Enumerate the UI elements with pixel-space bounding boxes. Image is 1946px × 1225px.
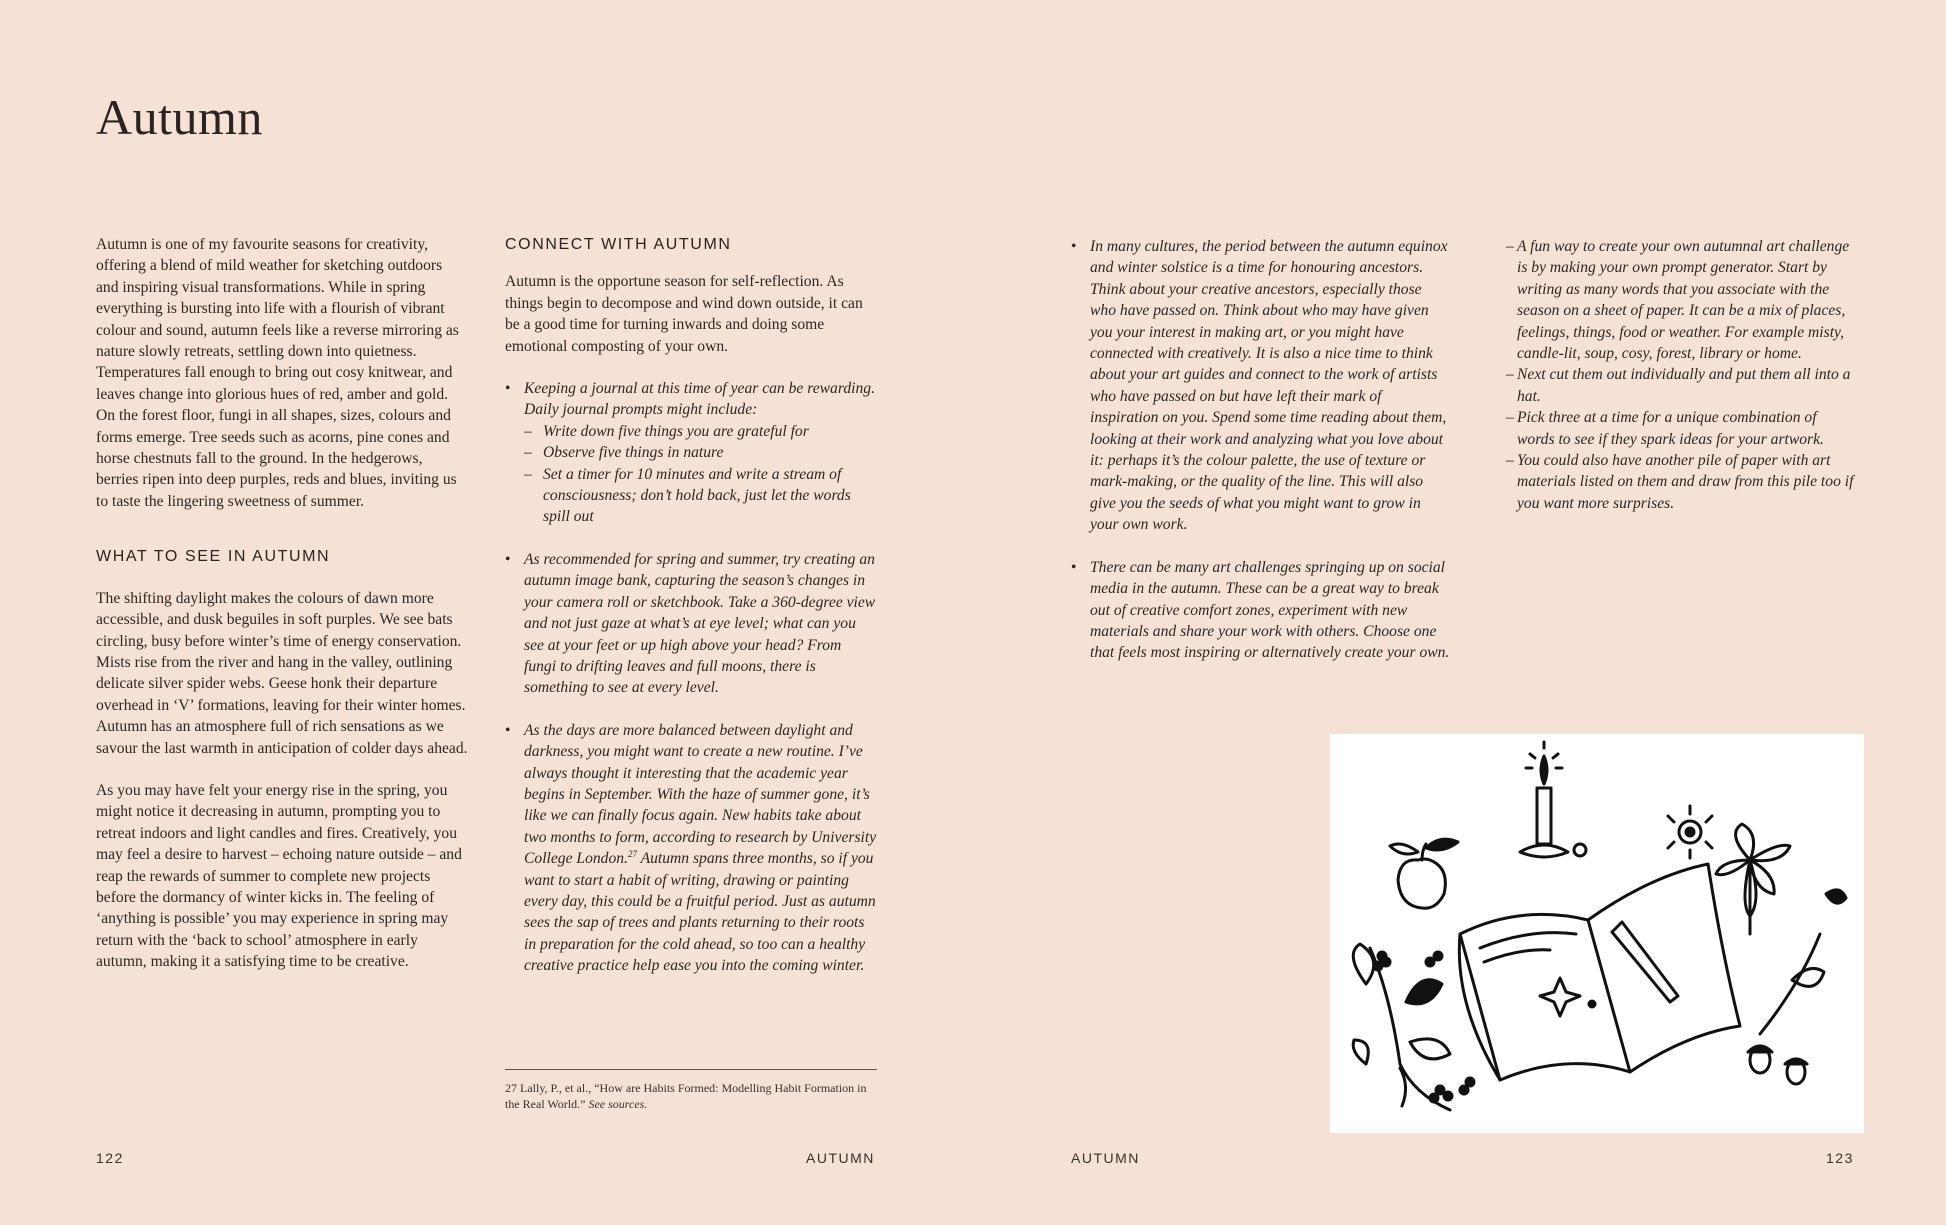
challenge-step: – A fun way to create your own autumnal art challenge is by making your own prompt generator. Start by writing as many words that you associate with the season on a sheet of paper. It can be a mix of places, feelings, things, food or weather. For example misty, candle-lit, soup, cosy, forest, library or home.: [1506, 236, 1856, 364]
connect-bullet-list: [505, 378, 877, 977]
footnote: [505, 1080, 877, 1112]
what-to-see-heading: WHAT TO SEE IN AUTUMN: [96, 548, 331, 566]
left-column-2: [505, 234, 877, 998]
bullet-ancestors: • In many cultures, the period between the autumn equinox and winter solstice is a time for honouring ancestors. Think about your creative ancestors, especially those who have passed on. Think about who may have given you your interest in making art, or you might have connected with creatively. It is also a nice time to think about your art guides and connect to the work of artists who have passed on but have left their mark of inspiration on you. Spend some time reading about them, looking at their work and analyzing what you love about it: perhaps it’s the colour palette, the use of texture or mark-making, or the quality of the line. This will also give you the seeds of what you might want to grow in your own work.: [1071, 236, 1451, 536]
running-head-left: AUTUMN: [806, 1150, 875, 1166]
bullet-routine-text-a: As the days are more balanced between daylight and darkness, you might want to create a new routine. I’ve always thought it interesting that the academic year begins in September. With the haze of summer gone, it’s like we can finally focus again. New habits take about two months to form, according to research by University College London.: [524, 721, 877, 868]
apple-icon: [1390, 839, 1458, 908]
challenge-steps-list: [1506, 236, 1856, 514]
small-leaf-icon: [1826, 890, 1846, 903]
journal-prompt: – Write down five things you are grateful for: [524, 421, 877, 442]
bullet-journal: [505, 378, 877, 528]
bullet-image-bank: • As recommended for spring and summer, try creating an autumn image bank, capturing the season’s changes in your camera roll or sketchbook. Take a 360-degree view and not just gaze at what’s at eye level; what can you see at your feet or up high above your head? From fungi to drifting leaves and full moons, there is something to see at every level.: [505, 549, 877, 699]
ink-drawing-icon: [1330, 734, 1864, 1133]
journal-prompt: – Set a timer for 10 minutes and write a stream of consciousness; don’t hold back, just let the words spill out: [524, 464, 877, 528]
right-column-1: [1071, 236, 1451, 685]
right-column-2: [1506, 236, 1856, 514]
bullet-art-challenges: • There can be many art challenges springing up on social media in the autumn. These can be a great way to break out of creative comfort zones, experiment with new materials and share your work with others. Choose one that feels most inspiring or alternatively create your own.: [1071, 557, 1451, 664]
page-title: Autumn: [96, 89, 263, 145]
acorn-branch-icon: [1748, 934, 1824, 1084]
sun-icon: [1668, 806, 1712, 858]
what-to-see-paragraph-1: The shifting daylight makes the colours of dawn more accessible, and dusk beguiles in soft purples. We see bats circling, busy before winter’s time of energy conservation. Mists rise from the river and hang in the valley, outlining delicate silver spider webs. Geese honk their departure overhead in ‘V’ formations, leaving for their winter homes. Autumn has an atmosphere full of rich sensations as we savour the last warmth in anticipation of colder days ahead.: [96, 589, 468, 757]
berry-branch-icon: [1353, 944, 1474, 1110]
page-number-right: 123: [1826, 1150, 1854, 1166]
bullet-routine-text-b: Autumn spans three months, so if you want to start a habit of writing, drawing or painting every day, this could be a fruitful period. Just as autumn sees the sap of trees and plants returning to their roots in preparation for the cold ahead, so too can a healthy creative practice help ease you into the coming winter.: [524, 850, 876, 975]
footnote-rule: [505, 1069, 877, 1070]
bullet-routine: [505, 720, 877, 977]
challenge-step: – You could also have another pile of paper with art materials listed on them and draw from this pile too if you want more surprises.: [1506, 450, 1856, 514]
what-to-see-paragraph-2: As you may have felt your energy rise in the spring, you might notice it decreasing in autumn, prompting you to retreat indoors and light candles and fires. Creatively, you may feel a desire to harvest – echoing nature outside – and reap the rewards of summer to complete new projects before the dormancy of winter kicks in. The feeling of ‘anything is possible’ you may experience in spring may return with the ‘back to school’ atmosphere in early autumn, making it a satisfying time to be creative.: [96, 781, 462, 971]
left-column-1: [96, 234, 468, 994]
right-bullet-list: [1071, 236, 1451, 664]
running-head-right: AUTUMN: [1071, 1150, 1140, 1166]
footnote-ref: 27: [627, 848, 637, 859]
intro-paragraph: Autumn is one of my favourite seasons for creativity, offering a blend of mild weather for sketching outdoors and inspiring visual transformations. While in spring everything is bursting into life with a flourish of vibrant colour and sound, autumn feels like a reverse mirroring as nature slowly retreats, settling down into quietness. Temperatures fall enough to bring out cosy knitwear, and leaves change into glorious hues of red, amber and gold. On the forest floor, fungi in all shapes, sizes, colours and forms emerge. Tree seeds such as acorns, pine cones and horse chestnuts fall to the ground. In the hedgerows, berries ripen into deep purples, reds and blues, inviting us to taste the lingering sweetness of summer.: [96, 236, 459, 510]
page-number-left: 122: [96, 1150, 124, 1166]
footnote-see-sources: See sources.: [588, 1097, 648, 1111]
challenge-step: – Pick three at a time for a unique combination of words to see if they spark ideas for your artwork.: [1506, 407, 1856, 450]
journal-prompt: – Observe five things in nature: [524, 442, 877, 463]
connect-heading: CONNECT WITH AUTUMN: [505, 236, 732, 253]
challenge-step: – Next cut them out individually and put them all into a hat.: [1506, 364, 1856, 407]
bullet-journal-text: Keeping a journal at this time of year can be rewarding. Daily journal prompts might include:: [524, 380, 875, 419]
journal-prompts-list: [524, 421, 877, 528]
connect-intro: Autumn is the opportune season for self-reflection. As things begin to decompose and wind down outside, it can be a good time for turning inwards and doing some emotional composting of your own.: [505, 273, 863, 355]
autumn-illustration: [1330, 734, 1864, 1133]
leaf-icon: [1716, 824, 1790, 934]
candle-icon: [1520, 742, 1586, 857]
open-book-icon: [1459, 864, 1740, 1080]
footnote-citation: 27 Lally, P., et al., “How are Habits Formed: Modelling Habit Formation in the Real World.”: [505, 1081, 867, 1111]
